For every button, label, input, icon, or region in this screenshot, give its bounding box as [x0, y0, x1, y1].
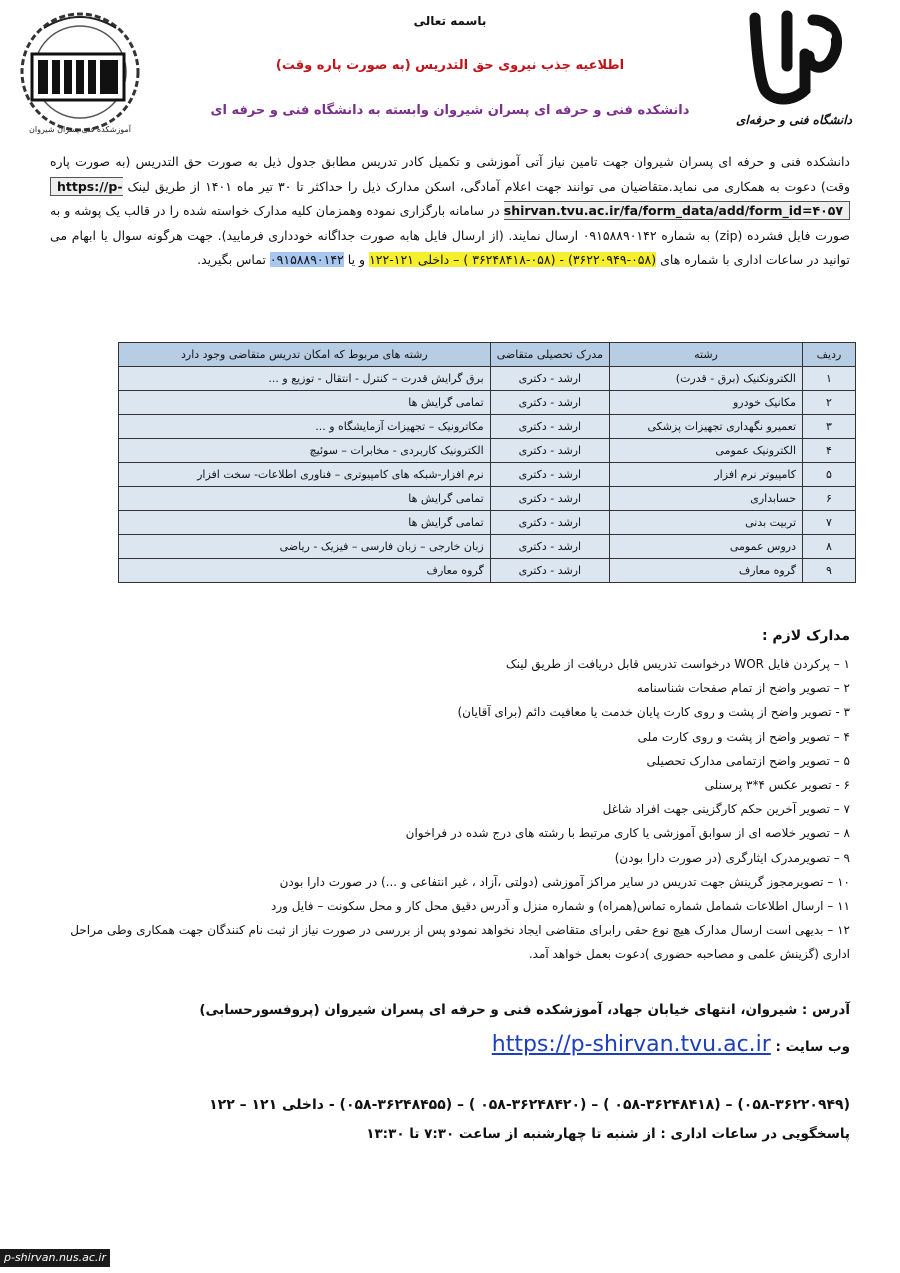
cell-row-number: ۳: [803, 415, 856, 439]
cell-related-fields: برق گرایش قدرت – کنترل - انتقال - توزیع و ...: [119, 367, 491, 391]
cell-degree: ارشد - دکتری: [490, 535, 609, 559]
cell-degree: ارشد - دکتری: [490, 559, 609, 583]
table-row: [119, 511, 856, 535]
list-item: ۱ – پرکردن فایل WOR درخواست تدریس قابل دریافت از طریق لینک: [505, 657, 850, 671]
table-row: [119, 463, 856, 487]
fields-table: [118, 342, 856, 583]
cell-field: دروس عمومی: [610, 535, 803, 559]
intro-paragraph: [50, 150, 850, 273]
announcement-title: اطلاعیه جذب نیروی حق التدریس (به صورت پاره وقت): [275, 58, 625, 73]
table-row: [119, 391, 856, 415]
list-item: ۳ - تصویر واضح از پشت و روی کارت پایان خدمت یا معافیت دائم (برای آقایان): [457, 705, 850, 720]
cell-field: کامپیوتر نرم افزار: [610, 463, 803, 487]
table-row: [119, 559, 856, 583]
cell-related-fields: زبان خارجی – زبان فارسی – فیزیک - ریاضی: [119, 535, 491, 559]
cell-row-number: ۴: [803, 439, 856, 463]
intro-text-1: دانشکده فنی و حرفه ای پسران شیروان جهت تامین نیاز آتی آموزشی و تکمیل کادر تدریس مطابق جدول ذیل به صورت حق التدریس (به صورت پاره وقت) دعوت به همکاری می نماید.متقاضیان می توانند جهت اعلام آمادگی، اسکن مدارک ذیل را حداکثر تا ۳۰ تیر ماه ۱۴۰۱ از طریق لینک: [50, 154, 850, 194]
form-link[interactable]: https://p-shirvan.tvu.ac.ir/fa/form_data/add/form_id=۴۰۵۷: [50, 177, 850, 221]
cell-degree: ارشد - دکتری: [490, 463, 609, 487]
list-item: ۶ - تصویر عکس ۴*۳ پرسنلی: [704, 778, 850, 793]
list-item: ۱۰ – تصویرمجوز گرینش جهت تدریس در سایر مراکز آموزشی (دولتی ،آزاد ، غیر انتفاعی و ...) در صورت دارا بودن: [279, 874, 850, 889]
header-degree: مدرک تحصیلی متقاضی: [490, 343, 609, 367]
address-line: آدرس : شیروان، انتهای خیابان جهاد، آموزشکده فنی و حرفه ای پسران شیروان (پروفسورحسابی): [199, 1002, 850, 1018]
table-row: [119, 367, 856, 391]
list-item: ۱۲ – بدیهی است ارسال مدارک هیچ نوع حقی رابرای متقاضی ایجاد نخواهد نمودو پس از بررسی در صورت نیاز از ثبت نام کنندگان جهت همکاری وطی مراحل اداری (گزینش علمی و مصاحبه حضوری )دعوت بعمل خواهد آمد.: [70, 923, 850, 962]
cell-field: حسابداری: [610, 487, 803, 511]
cell-related-fields: تمامی گرایش ها: [119, 487, 491, 511]
announcement-subtitle: دانشکده فنی و حرفه ای پسران شیروان وابسته به دانشگاه فنی و حرفه ای: [210, 103, 690, 118]
cell-related-fields: مکاترونیک – تجهیزات آزمایشگاه و ...: [119, 415, 491, 439]
cell-row-number: ۵: [803, 463, 856, 487]
list-item: ۵ – تصویر واضح ازتمامی مدارک تحصیلی: [646, 753, 850, 768]
list-item: ۲ – تصویر واضح از تمام صفحات شناسنامه: [636, 681, 850, 696]
cell-related-fields: الکترونیک کاربردی - مخابرات – سوئیچ: [119, 439, 491, 463]
cell-field: گروه معارف: [610, 559, 803, 583]
intro-text-2: در سامانه بارگزاری نموده وهمزمان کلیه مدارک خواسته شده را در قالب یک پوشه و به صورت فایل فشرده (zip) به شماره ۰۹۱۵۸۸۹۰۱۴۲ ارسال نمایند. (از ارسال فایل هابه صورت جداگانه خودداری فرمایید). جهت هرگونه سوال یا ابهام می توانید در ساعات اداری با شماره های: [50, 203, 850, 267]
site-watermark: p-shirvan.nus.ac.ir: [0, 1249, 110, 1267]
table-header-row: [119, 343, 856, 367]
cell-field: تعمیرو نگهداری تجهیزات پزشکی: [610, 415, 803, 439]
table-row: [119, 535, 856, 559]
university-logo-text: دانشگاه فنی و حرفه‌ای: [736, 113, 852, 127]
cell-row-number: ۷: [803, 511, 856, 535]
list-item: ۱۱ – ارسال اطلاعات شمامل شماره تماس(همراه) و شماره منزل و آدرس دقیق محل کار و محل سکونت – فایل ورد: [270, 899, 850, 914]
website-link[interactable]: https://p-shirvan.tvu.ac.ir: [491, 1032, 771, 1057]
cell-degree: ارشد - دکتری: [490, 367, 609, 391]
phone-numbers-highlight: (۰۵۸-۳۶۲۲۰۹۴۹) - (۰۵۸-۳۶۲۴۸۴۱۸ ) – داخلی ۱۲۱-۱۲۲: [369, 252, 657, 267]
table-row: [119, 415, 856, 439]
table-row: [119, 439, 856, 463]
cell-row-number: ۱: [803, 367, 856, 391]
cell-row-number: ۶: [803, 487, 856, 511]
cell-row-number: ۹: [803, 559, 856, 583]
cell-degree: ارشد - دکتری: [490, 391, 609, 415]
header-field: رشته: [610, 343, 803, 367]
cell-degree: ارشد - دکتری: [490, 439, 609, 463]
intro-text-4: تماس بگیرید.: [197, 252, 266, 267]
table-row: [119, 487, 856, 511]
cell-related-fields: تمامی گرایش ها: [119, 391, 491, 415]
mobile-highlight: ۰۹۱۵۸۸۹۰۱۴۲: [269, 252, 344, 267]
website-label: وب سایت :: [775, 1039, 850, 1055]
header-related-fields: رشته های مربوط که امکان تدریس متقاضی وجود دارد: [119, 343, 491, 367]
cell-degree: ارشد - دکتری: [490, 415, 609, 439]
cell-row-number: ۸: [803, 535, 856, 559]
required-docs-heading: مدارک لازم :: [761, 628, 850, 644]
office-hours: پاسخگویی در ساعات اداری : از شنبه تا چهارشنبه از ساعت ۷:۳۰ تا ۱۳:۳۰: [366, 1126, 850, 1142]
header-row-number: ردیف: [803, 343, 856, 367]
list-item: ۷ – تصویر آخرین حکم کارگزینی جهت افراد شاغل: [602, 802, 850, 817]
cell-field: تربیت بدنی: [610, 511, 803, 535]
website-line: [50, 1032, 850, 1057]
cell-related-fields: تمامی گرایش ها: [119, 511, 491, 535]
required-docs-list: [50, 652, 850, 967]
university-logo: [735, 6, 853, 134]
bismillah: باسمه تعالی: [413, 14, 487, 28]
college-logo: [14, 2, 146, 142]
cell-field: الکترونیک عمومی: [610, 439, 803, 463]
intro-text-3: و یا: [347, 252, 366, 267]
cell-related-fields: نرم افزار-شبکه های کامپیوتری – فناوری اطلاعات- سخت افزار: [119, 463, 491, 487]
list-item: ۹ – تصویرمدرک ایثارگری (در صورت دارا بودن): [614, 850, 850, 865]
cell-degree: ارشد - دکتری: [490, 487, 609, 511]
cell-related-fields: گروه معارف: [119, 559, 491, 583]
cell-field: مکانیک خودرو: [610, 391, 803, 415]
cell-field: الکترونکنیک (برق - قدرت): [610, 367, 803, 391]
college-logo-text: آموزشکده فنی پسران شیروان: [29, 125, 131, 134]
list-item: ۸ – تصویر خلاصه ای از سوابق آموزشی یا کاری مرتبط با رشته های درج شده در فراخوان: [405, 826, 850, 841]
cell-degree: ارشد - دکتری: [490, 511, 609, 535]
list-item: ۴ – تصویر واضح از پشت و روی کارت ملی: [637, 729, 850, 744]
cell-row-number: ۲: [803, 391, 856, 415]
contact-phones: (۰۵۸-۳۶۲۲۰۹۴۹) – (۰۵۸-۳۶۲۴۸۴۱۸ ) – (۰۵۸-۳۶۲۴۸۴۲۰ ) – (۰۵۸-۳۶۲۴۸۴۵۵) - داخلی ۱۲۱ – ۱۲۲: [209, 1097, 850, 1113]
